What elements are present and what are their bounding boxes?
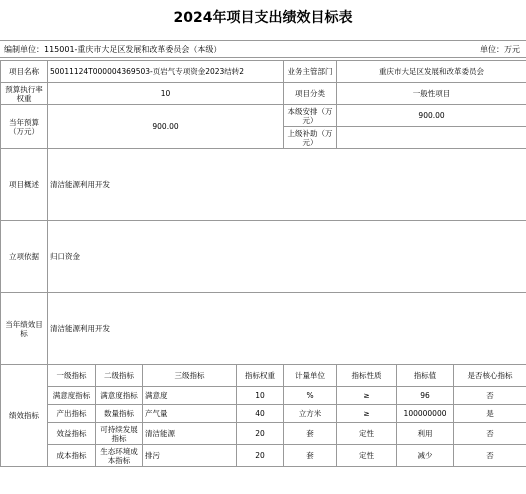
dept-label: 业务主管部门: [284, 61, 337, 83]
header-level3: 三级指标: [143, 365, 237, 387]
budget-label: 当年预算（万元）: [1, 105, 48, 149]
cell-weight: 20: [237, 445, 284, 467]
cell-weight: 20: [237, 423, 284, 445]
cell-core: 否: [454, 387, 526, 405]
cell-core: 否: [454, 423, 526, 445]
overview-label: 项目概述: [1, 149, 48, 221]
project-name-label: 项目名称: [1, 61, 48, 83]
org-value: 115001-重庆市大足区发展和改革委员会（本级）: [44, 45, 222, 54]
header-nature: 指标性质: [337, 365, 397, 387]
unit-row: [0, 40, 526, 58]
cell-nature: 定性: [337, 423, 397, 445]
cell-nature: ≥: [337, 387, 397, 405]
row-basis: [1, 221, 526, 293]
performance-table: [0, 60, 526, 467]
cell-level2: 数量指标: [96, 405, 143, 423]
cell-level2: 生态环境成本指标: [96, 445, 143, 467]
goal-value: 清洁能源利用开发: [48, 293, 526, 365]
cell-weight: 40: [237, 405, 284, 423]
dept-value: 重庆市大足区发展和改革委员会: [337, 61, 526, 83]
cell-core: 否: [454, 445, 526, 467]
cell-level3: 排污: [143, 445, 237, 467]
cell-level3: 清洁能源: [143, 423, 237, 445]
row-project-name: [1, 61, 526, 83]
category-value: 一般性项目: [337, 83, 526, 105]
cell-value: 利用: [397, 423, 454, 445]
cell-level3: 满意度: [143, 387, 237, 405]
header-value: 指标值: [397, 365, 454, 387]
header-level2: 二级指标: [96, 365, 143, 387]
weight-value: 10: [48, 83, 284, 105]
cell-level2: 可持续发展指标: [96, 423, 143, 445]
org-info: [4, 41, 221, 59]
cell-value: 100000000: [397, 405, 454, 423]
org-label: 编制单位：: [4, 45, 44, 54]
table-row: [1, 423, 526, 445]
header-core: 是否核心指标: [454, 365, 526, 387]
row-overview: [1, 149, 526, 221]
cell-level1: 效益指标: [48, 423, 96, 445]
cell-unit: 立方米: [284, 405, 337, 423]
indicator-header-row: [1, 365, 526, 387]
project-name-value: 50011124T000004369503-页岩气专项资金2023结转2: [48, 61, 284, 83]
cell-value: 96: [397, 387, 454, 405]
cell-value: 减少: [397, 445, 454, 467]
cell-level1: 满意度指标: [48, 387, 96, 405]
goal-label: 当年绩效目标: [1, 293, 48, 365]
cell-level1: 产出指标: [48, 405, 96, 423]
cell-unit: 套: [284, 445, 337, 467]
cell-nature: 定性: [337, 445, 397, 467]
cell-nature: ≥: [337, 405, 397, 423]
header-weight: 指标权重: [237, 365, 284, 387]
local-value: 900.00: [337, 105, 526, 127]
cell-level3: 产气量: [143, 405, 237, 423]
basis-value: 归口资金: [48, 221, 526, 293]
basis-label: 立项依据: [1, 221, 48, 293]
row-budget: [1, 105, 526, 127]
indicator-section-label: 绩效指标: [1, 365, 48, 467]
row-goal: [1, 293, 526, 365]
upper-value: [337, 127, 526, 149]
row-weight: [1, 83, 526, 105]
budget-value: 900.00: [48, 105, 284, 149]
local-label: 本级安排（万元）: [284, 105, 337, 127]
unit-label: 单位：万元: [480, 45, 520, 54]
table-row: [1, 445, 526, 467]
overview-value: 清洁能源利用开发: [48, 149, 526, 221]
table-row: [1, 405, 526, 423]
weight-label: 预算执行率权重: [1, 83, 48, 105]
cell-unit: 套: [284, 423, 337, 445]
cell-level2: 满意度指标: [96, 387, 143, 405]
cell-unit: %: [284, 387, 337, 405]
page-title: 2024年项目支出绩效目标表: [173, 10, 353, 26]
cell-weight: 10: [237, 387, 284, 405]
cell-level1: 成本指标: [48, 445, 96, 467]
upper-label: 上级补助（万元）: [284, 127, 337, 149]
header-level1: 一级指标: [48, 365, 96, 387]
header-unit: 计量单位: [284, 365, 337, 387]
category-label: 项目分类: [284, 83, 337, 105]
table-row: [1, 387, 526, 405]
cell-core: 是: [454, 405, 526, 423]
